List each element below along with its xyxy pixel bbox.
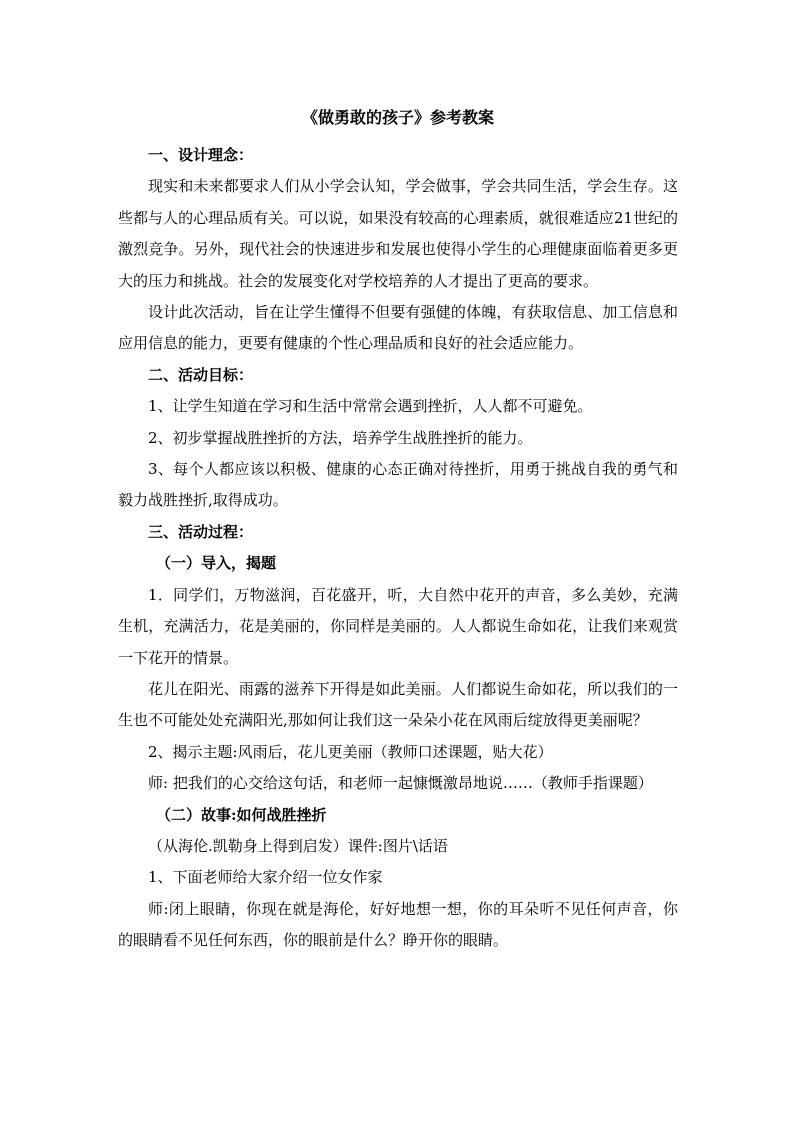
list-item: 3、每个人都应该以积极、健康的心态正确对待挫折，用勇于挑战自我的勇气和毅力战胜挫折,取得成功。: [118, 460, 678, 510]
paragraph: 设计此次活动，旨在让学生懂得不但要有强健的体魄，有获取信息、加工信息和应用信息的能力，更要有健康的个性心理品质和良好的社会适应能力。: [118, 303, 678, 353]
paragraph: 1．同学们，万物滋润，百花盛开，听，大自然中花开的声音，多么美妙，充满生机，充满活力，花是美丽的，你同样是美丽的。人人都说生命如花，让我们来观赏一下花开的情景。: [118, 585, 678, 667]
paragraph: 花儿在阳光、雨露的滋养下开得是如此美丽。人们都说生命如花，所以我们的一生也不可能处处充满阳光,那如何让我们这一朵朵小花在风雨后绽放得更美丽呢？: [118, 679, 678, 730]
section-heading-activity-process: 三、活动过程：: [148, 522, 254, 541]
paragraph: 2、揭示主题:风雨后，花儿更美丽（教师口述课题，贴大花）: [148, 742, 553, 761]
paragraph: 师:闭上眼睛，你现在就是海伦，好好地想一想，你的耳朵听不见任何声音，你的眼睛看不见任何东西，你的眼前是什么？睁开你的眼睛。: [118, 899, 678, 950]
subheading-introduction: （一）导入，揭题: [156, 554, 277, 573]
list-item: 2、初步掌握战胜挫折的方法，培养学生战胜挫折的能力。: [148, 428, 533, 447]
subheading-story: （二）故事:如何战胜挫折: [156, 805, 327, 824]
paragraph: 师: 把我们的心交给这句话，和老师一起慷慨激昂地说……（教师手指课题）: [148, 774, 653, 793]
paragraph: 现实和未来都要求人们从小学会认知，学会做事，学会共同生活，学会生存。这些都与人的心理品质有关。可以说，如果没有较高的心理素质，就很难适应21世纪的激烈竞争。另外，现代社会的快速进步和发展也使得小学生的心理健康面临着更多更大的压力和挑战。社会的发展变化对学校培养的人才提出了更高的要求。: [118, 177, 678, 290]
paragraph: （从海伦.凯勒身上得到启发）课件:图片\话语: [148, 836, 448, 855]
section-heading-design-concept: 一、设计理念：: [148, 146, 254, 164]
document-title: 《做勇敢的孩子》参考教案: [301, 108, 494, 127]
section-heading-activity-goals: 二、活动目标：: [148, 365, 254, 384]
paragraph: 1、下面老师给大家介绍一位女作家: [148, 868, 383, 887]
document-body: [118, 140, 678, 957]
list-item: 1、让学生知道在学习和生活中常常会遇到挫折，人人都不可避免。: [148, 397, 593, 416]
